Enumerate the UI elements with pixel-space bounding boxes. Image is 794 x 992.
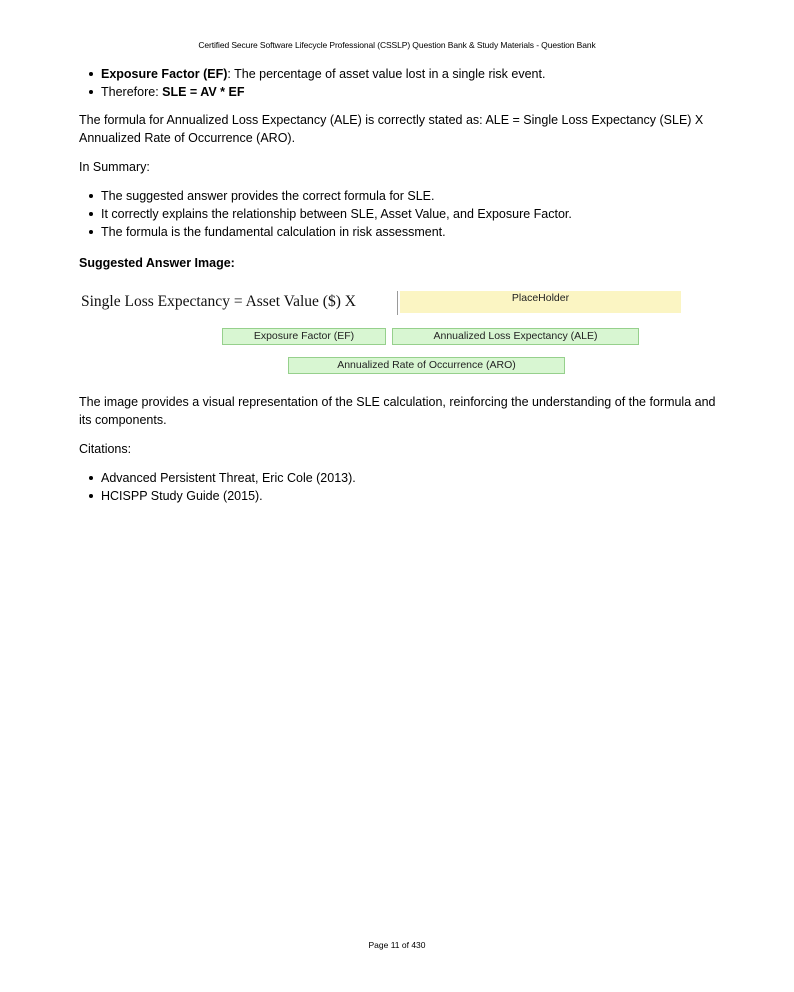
page-header: Certified Secure Software Lifecycle Professional (CSSLP) Question Bank & Study Materials - Question Bank [198,40,596,50]
list-item: HCISPP Study Guide (2015). [101,487,719,505]
intro-bullet-list [79,65,719,101]
citations-list [79,469,719,505]
formula-text: Single Loss Expectancy = Asset Value ($) X [81,293,356,310]
summary-label: In Summary: [79,160,150,174]
list-item: Advanced Persistent Threat, Eric Cole (2013). [101,469,719,487]
list-item-text: : The percentage of asset value lost in a single risk event. [227,67,546,81]
placeholder-drop-zone: PlaceHolder [400,291,681,313]
option-annualized-rate-of-occurrence: Annualized Rate of Occurrence (ARO) [288,357,565,374]
list-item: The formula is the fundamental calculation in risk assessment. [101,223,719,241]
option-exposure-factor: Exposure Factor (EF) [222,328,386,345]
list-item [101,83,719,101]
option-annualized-loss-expectancy: Annualized Loss Expectancy (ALE) [392,328,639,345]
divider-line [397,291,398,315]
answer-image-heading: Suggested Answer Image: [79,256,235,270]
page-number: Page 11 of 430 [368,940,426,950]
list-item-text: Therefore: [101,85,163,99]
page-content [79,65,719,505]
list-item: It correctly explains the relationship between SLE, Asset Value, and Exposure Factor. [101,205,719,223]
citations-label: Citations: [79,442,132,456]
summary-list [79,187,719,241]
sle-formula: SLE = AV * EF [162,85,245,99]
image-explanation: The image provides a visual representation of the SLE calculation, reinforcing the understanding of the formula and its components. [79,395,716,427]
list-item [101,65,719,83]
ale-paragraph: The formula for Annualized Loss Expectancy (ALE) is correctly stated as: ALE = Single Loss Expectancy (SLE) X Annualized Rate of Occurrence (ARO). [79,113,704,145]
list-item: The suggested answer provides the correct formula for SLE. [101,187,719,205]
bold-term: Exposure Factor (EF) [101,67,228,81]
suggested-answer-image [79,282,719,382]
